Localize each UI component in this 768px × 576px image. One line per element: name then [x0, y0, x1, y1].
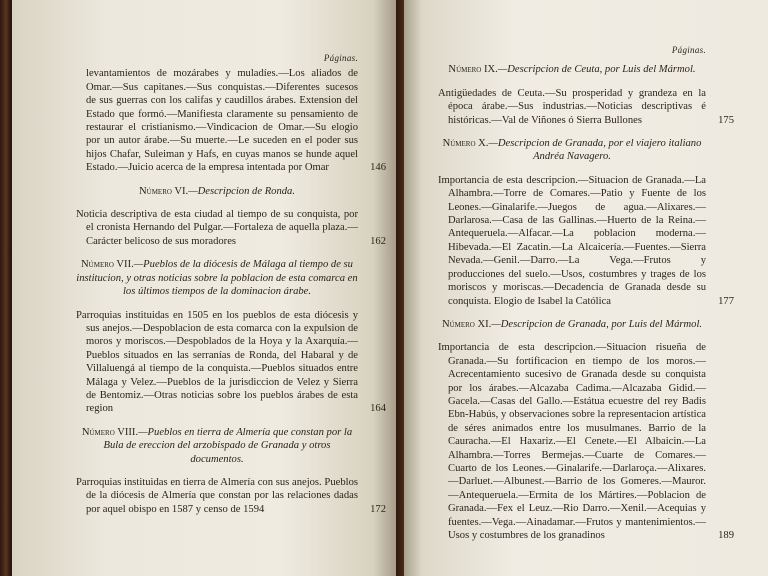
entry-vi — [76, 208, 386, 248]
section-heading-xi — [438, 318, 706, 331]
right-page — [404, 0, 768, 576]
section-label: Número IX. — [448, 64, 498, 76]
entry-viii — [76, 476, 386, 516]
section-heading-vi — [76, 185, 358, 198]
page-number: 175 — [718, 114, 734, 126]
left-column — [76, 52, 386, 526]
section-heading-ix — [438, 63, 706, 76]
entry-vii — [76, 309, 386, 416]
section-heading-viii — [76, 426, 358, 466]
page-number: 146 — [370, 162, 386, 174]
entry-text: Importancia de esta descripcion.—Situacion risueña de Granada.—Su fortificacion en tiempo de los moros.—Acrecentamiento sucesivo de Granada desde su conquista por los árabes.—Alcazaba Cadima.—Alcazaba Gidid.—Gacela.—Casas del Gallo.—Estátua ecuestre del rey Badis Ebn-Habús, y observaciones sobre la representacion artística de séres animados entre los musulmanes. Barrio de la Cauracha.—El Haxariz.—El Cenete.—El Albaicin.—La Alhambra.—Torres Bermejas.—Cuarte de Comares.—Cuarto de los Leones.—Ginalarife.—Darlaroça.—Alixares.—Darluet.—Albunest.—Barrio de los Gomeres.—Mauror.—Antequeruela.—Ermita de los Mártires.—Poblacion de Granada.—Fex el Leuz.—Rio Darro.—Xenil.—Acequias y fuentes.—Vega.—Ainadamar.—Frutos y mantenimientos.—Usos y costumbres de los granadinos — [438, 342, 706, 541]
section-label: Número VII. — [81, 259, 134, 271]
section-label: Número X. — [442, 138, 489, 150]
page-header-left: Páginas. — [323, 53, 358, 63]
section-label: Número XI. — [441, 318, 492, 330]
entry-text: Importancia de esta descripcion.—Situacion de Granada.—La Alhambra.—Torre de Comares.—Patio y Fuente de los Leones.—Ginalarife.—Juegos de agua.—Alixares.—Darlarosa.—Casa de las Gallinas.—Huerto de la Reina.—Antequeruela.—Alfacar.—La poblacion moderna.—Hibevada.—El Zacatin.—La Alcaicería.—Fuentes.—Sierra Nevada.—Genil.—Darro.—La Vega.—Frutos y producciones del suelo.—Usos, costumbres y trages de los moriscos y moriscas.—Decadencia de Granada desde su conquista. Elogio de Isabel la Católica — [438, 174, 706, 307]
page-header-right: Páginas. — [671, 45, 706, 55]
left-page — [12, 0, 396, 576]
entry-text: Parroquias instituidas en tierra de Almería con sus anejos. Pueblos de la diócesis de Almería que constan por las relaciones dadas por aquel obispo en 1587 y censo de 1594 — [76, 476, 358, 515]
section-title: —Descripcion de Ronda. — [188, 185, 296, 197]
right-column — [438, 44, 734, 552]
section-title: —Descripcion de Ceuta, por Luis del Mármol. — [497, 64, 696, 76]
entry-text: levantamientos de mozárabes y muladíes.—Los aliados de Omar.—Sus capitanes.—Sus conquistas.—Diferentes sucesos de sus guerras con los califas y caudillos árabes. Extension del Estado que formó.—Manifiesta claramente su pensamiento de restaurar el cristianismo.—Vindicacion de Omar.—Su elogio por un autor árabe.—Su muerte.—Le suceden en el poder sus hijos Chafar, Suleiman y Hafs, en cuyas manos se hunde aquel Estado.—Juicio acerca de la empresa intentada por Omar — [86, 68, 358, 174]
entry-text: Noticia descriptiva de esta ciudad al tiempo de su conquista, por el cronista Hernando del Pulgar.—Fortaleza de aquella plaza.—Carácter belicoso de sus moradores — [76, 209, 358, 247]
entry-x — [438, 174, 734, 308]
section-title: —Pueblos de la diócesis de Málaga al tiempo de su institucion, y otras noticias sobre la poblacion de esta comarca en los últimos tiempos de la dominacion árabe. — [76, 259, 358, 298]
section-title: —Descripcion de Granada, por el viajero italiano Andréa Navagero. — [488, 138, 702, 163]
section-label: Número VI. — [138, 185, 189, 197]
page-number: 172 — [370, 503, 386, 515]
entry-xi — [438, 341, 734, 542]
section-title: —Descripcion de Granada, por Luis del Mármol. — [491, 318, 703, 330]
page-number: 177 — [718, 295, 734, 307]
page-number: 162 — [370, 235, 386, 247]
section-label: Número VIII. — [81, 426, 139, 438]
section-title: —Pueblos en tierra de Almería que constan por la Bula de ereccion del arzobispado de Granada y otros documentos. — [103, 426, 353, 465]
entry-text: Parroquias instituidas en 1505 en los pueblos de esta diócesis y sus anejos.—Despoblacion de esta comarca con la expulsion de moros y moriscos.—Despoblados de la Hoya y la Axarquía.—Pueblos situados en las serranías de Ronda, del Habaral y de Villaluengá al tiempo de la conquista.—Pueblos situados entre Málaga y Velez.—Pueblos de la jurisdiccion de Velez y Sierra de Bentomiz.—Otras noticias sobre los pueblos árabes de esta region — [76, 309, 358, 415]
section-heading-vii — [76, 258, 358, 298]
page-number: 189 — [718, 530, 734, 541]
page-number: 164 — [370, 403, 386, 415]
entry-ix — [438, 87, 734, 127]
section-heading-x — [438, 137, 706, 164]
entry-text: Antigüedades de Ceuta.—Su prosperidad y grandeza en la época árabe.—Sus industrias.—Noticias descriptivas é históricas.—Val de Viñones ó Sierra Bullones — [438, 87, 706, 126]
continuation-entry — [76, 67, 386, 174]
